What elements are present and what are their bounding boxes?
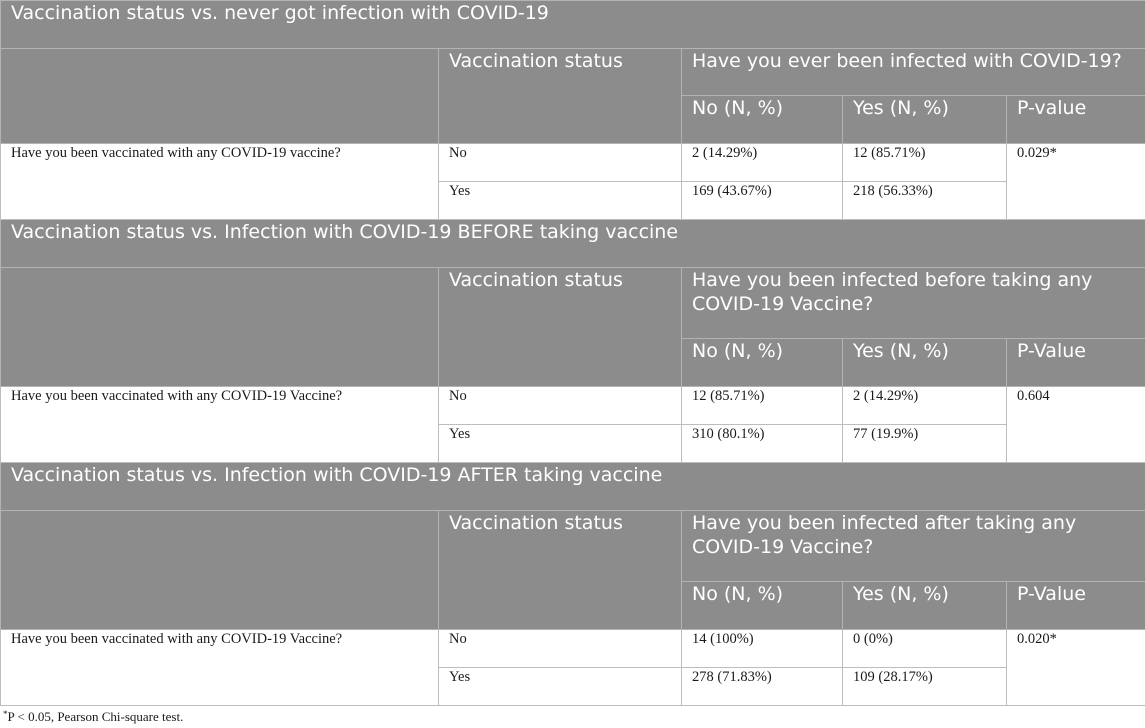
no-count-cell: 169 (43.67%) xyxy=(682,182,843,220)
header-row xyxy=(1,511,1145,582)
yes-count-cell: 12 (85.71%) xyxy=(843,144,1007,182)
section-title-row xyxy=(1,220,1145,268)
status-cell: Yes xyxy=(439,182,682,220)
yes-count-cell: 109 (28.17%) xyxy=(843,668,1007,706)
vaccination-status-header: Vaccination status xyxy=(439,49,682,144)
no-count-cell: 278 (71.83%) xyxy=(682,668,843,706)
p-value-cell: 0.029* xyxy=(1007,144,1145,220)
header-row xyxy=(1,49,1145,96)
table-row xyxy=(1,630,1145,668)
header-blank-cell xyxy=(1,268,439,387)
p-value-cell: 0.604 xyxy=(1007,387,1145,463)
col-no-header: No (N, %) xyxy=(682,582,843,630)
header-blank-cell xyxy=(1,49,439,144)
question-header: Have you been infected after taking any COVID-19 Vaccine? xyxy=(682,511,1145,582)
col-no-header: No (N, %) xyxy=(682,96,843,144)
vaccination-status-header: Vaccination status xyxy=(439,268,682,387)
table-row xyxy=(1,144,1145,182)
status-cell: No xyxy=(439,630,682,668)
col-yes-header: Yes (N, %) xyxy=(843,96,1007,144)
yes-count-cell: 2 (14.29%) xyxy=(843,387,1007,425)
status-cell: No xyxy=(439,387,682,425)
section-title-row xyxy=(1,463,1145,511)
col-p-header: P-value xyxy=(1007,96,1145,144)
row-question-label: Have you been vaccinated with any COVID-19 Vaccine? xyxy=(1,387,439,463)
status-cell: Yes xyxy=(439,425,682,463)
question-header: Have you been infected before taking any COVID-19 Vaccine? xyxy=(682,268,1145,339)
no-count-cell: 2 (14.29%) xyxy=(682,144,843,182)
yes-count-cell: 77 (19.9%) xyxy=(843,425,1007,463)
section-title: Vaccination status vs. never got infection with COVID-19 xyxy=(1,1,1145,49)
question-header: Have you ever been infected with COVID-19? xyxy=(682,49,1145,96)
no-count-cell: 310 (80.1%) xyxy=(682,425,843,463)
vaccination-status-header: Vaccination status xyxy=(439,511,682,630)
no-count-cell: 12 (85.71%) xyxy=(682,387,843,425)
header-blank-cell xyxy=(1,511,439,630)
status-cell: Yes xyxy=(439,668,682,706)
header-row xyxy=(1,268,1145,339)
col-p-header: P-Value xyxy=(1007,582,1145,630)
section-title-row xyxy=(1,1,1145,49)
table-footnote xyxy=(3,709,183,725)
status-cell: No xyxy=(439,144,682,182)
section-title: Vaccination status vs. Infection with COVID-19 BEFORE taking vaccine xyxy=(1,220,1145,268)
p-value-cell: 0.020* xyxy=(1007,630,1145,706)
no-count-cell: 14 (100%) xyxy=(682,630,843,668)
col-yes-header: Yes (N, %) xyxy=(843,582,1007,630)
col-yes-header: Yes (N, %) xyxy=(843,339,1007,387)
row-question-label: Have you been vaccinated with any COVID-19 Vaccine? xyxy=(1,630,439,706)
row-question-label: Have you been vaccinated with any COVID-19 vaccine? xyxy=(1,144,439,220)
footnote-text: P < 0.05, Pearson Chi-square test. xyxy=(7,709,184,724)
yes-count-cell: 218 (56.33%) xyxy=(843,182,1007,220)
yes-count-cell: 0 (0%) xyxy=(843,630,1007,668)
section-title: Vaccination status vs. Infection with COVID-19 AFTER taking vaccine xyxy=(1,463,1145,511)
col-p-header: P-Value xyxy=(1007,339,1145,387)
footnote-mark: * xyxy=(3,709,8,719)
col-no-header: No (N, %) xyxy=(682,339,843,387)
table-row xyxy=(1,387,1145,425)
